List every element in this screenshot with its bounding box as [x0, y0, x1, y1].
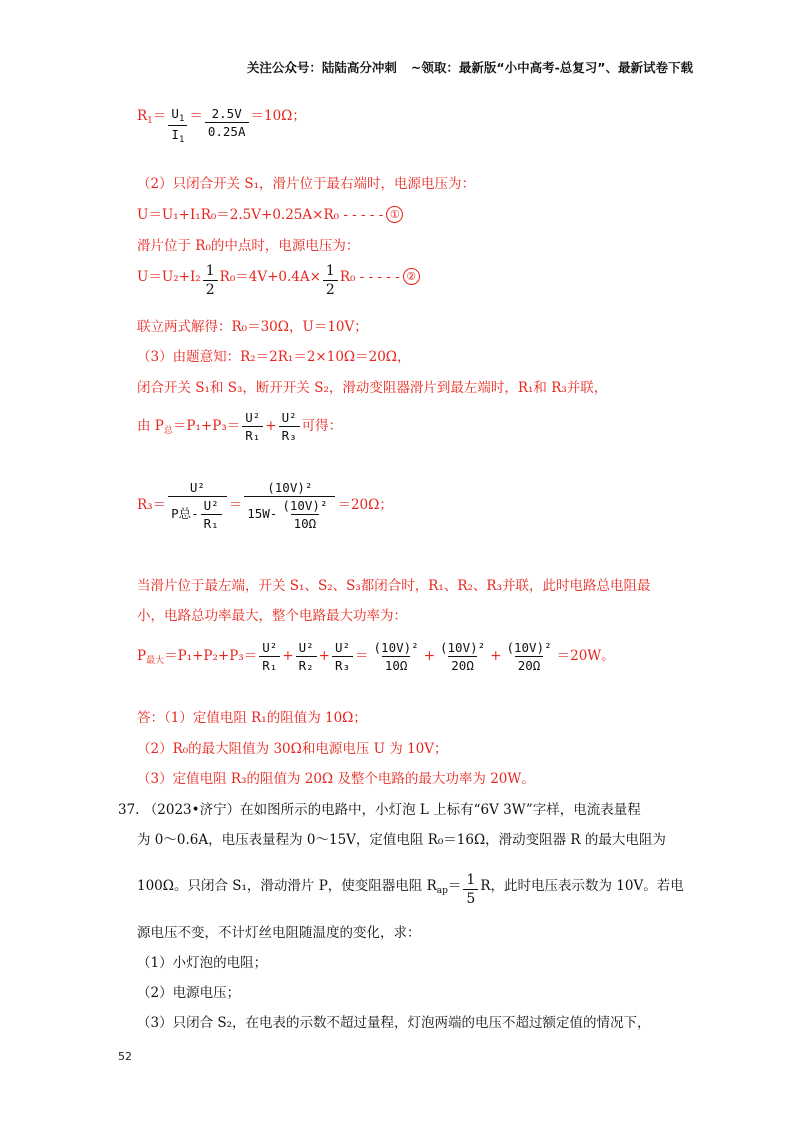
part3-condition: 闭合开关 S₁和 S₃，断开开关 S₂，滑动变阻器滑片到最左端时，R₁和 R₃并联，	[137, 380, 608, 396]
fraction: $\frac{\text{(10V)²}}{20\Omega}$	[506, 640, 552, 673]
fraction: $\frac{U_1}{I_1}$	[168, 106, 187, 145]
circled-number: ①	[386, 206, 403, 223]
max-power-equation: $P_{最大}=P_1+P_2+P_3=$ $\frac{\text{U²}}{\text{R₁}}$ + $\frac{\text{U²}}{\text{R₂}}$ + $\frac{\text{U²}}{\text{R₃}}$ ＝ $\frac{\text{(10V)²}}{10\Omega}$ + $\frac{\text{(10V)²}}{20\Omega}$ + $\frac{\text{(10V)²}}{20\Omega}$ ＝20W。	[137, 640, 615, 673]
question-37-line-1: 37. （2023•济宁）在如图所示的电路中，小灯泡 L 上标有“6V 3W”字样，电流表量程	[118, 802, 641, 818]
fraction: $\frac{\text{(10V)²}}{10\Omega}$	[282, 498, 328, 531]
max-power-text-1: 当滑片位于最左端，开关 S₁、S₂、S₃都闭合时，R₁、R₂、R₃并联，此时电路总电阻最	[137, 578, 651, 594]
fraction: $\frac{2.5V}{0.25A}$	[205, 106, 249, 139]
header-right: ~领取：最新版“小中高考-总复习”、最新试卷下载	[410, 60, 693, 75]
fraction: $\frac{\text{U²}}{\text{R₁}}$	[242, 410, 263, 443]
r1-equation: $R_1=$ $\frac{U_1}{I_1}$ ＝ $\frac{2.5V}{0.25A}$ ＝10Ω；	[137, 106, 306, 145]
fraction: $\frac{\text{U²}}{\text{R₂}}$	[296, 640, 317, 673]
header-left: 关注公众号：陆陆高分冲刺	[246, 60, 397, 75]
r3-equation: R₃＝ U² P总- $\frac{\text{U²}}{\text{R₁}}$ ＝ (10V)² 15W- $\frac{\text{(10V)²}}{10\Omega}$ ＝20Ω；	[137, 480, 393, 531]
page-header	[247, 58, 693, 76]
fraction: $\frac{\text{U²}}{\text{R₁}}$	[259, 640, 280, 673]
solve-result: 联立两式解得：R₀＝30Ω，U＝10V；	[137, 319, 368, 335]
fraction: $\frac{\text{(10V)²}}{10\Omega}$	[373, 640, 419, 673]
fraction: $\frac{\text{U²}}{\text{R₃}}$	[279, 410, 300, 443]
fraction: (10V)² 15W- $\frac{\text{(10V)²}}{10\Omega}$	[244, 480, 335, 531]
fraction: U² P总- $\frac{\text{U²}}{\text{R₁}}$	[168, 480, 227, 531]
total-power-equation: 由 $P_总=P_1+P_3=$ $\frac{\text{U²}}{\text{R₁}}$ + $\frac{\text{U²}}{\text{R₃}}$ 可得：	[137, 410, 343, 443]
answer-1: 答：（1）定值电阻 R₁的阻值为 10Ω；	[137, 710, 367, 726]
max-power-text-2: 小，电路总功率最大，整个电路最大功率为：	[137, 608, 407, 624]
question-37-line-2: 为 0～0.6A，电压表量程为 0～15V，定值电阻 R₀＝16Ω，滑动变阻器 R 的最大电阻为	[137, 832, 666, 848]
question-37-line-3: 100Ω。只闭合 S₁，滑动滑片 P，使变阻器电阻 $R_{ap}=$ $\frac{1}{5}$ R，此时电压表示数为 10V。若电	[137, 872, 684, 907]
fraction: $\frac{\text{U²}}{\text{R₁}}$	[201, 498, 222, 531]
circled-number: ②	[403, 268, 420, 285]
part2-intro: （2）只闭合开关 S₁，滑片位于最右端时，电源电压为：	[137, 176, 476, 192]
part3-intro: （3）由题意知：R₂＝2R₁＝2×10Ω＝20Ω，	[137, 349, 411, 365]
fraction: $\frac{1}{2}$	[323, 263, 338, 298]
answer-2: （2）R₀的最大阻值为 30Ω和电源电压 U 为 10V；	[137, 741, 448, 757]
answer-3: （3）定值电阻 R₃的阻值为 20Ω 及整个电路的最大功率为 20W。	[137, 771, 535, 787]
midpoint-intro: 滑片位于 R₀的中点时，电源电压为：	[137, 238, 360, 254]
fraction: $\frac{\text{(10V)²}}{20\Omega}$	[440, 640, 486, 673]
sub-question-1: （1）小灯泡的电阻；	[137, 955, 268, 971]
page-number: 52	[118, 1050, 132, 1063]
question-37-line-4: 源电压不变，不计灯丝电阻随温度的变化，求：	[137, 925, 421, 941]
fraction: $\frac{\text{U²}}{\text{R₃}}$	[332, 640, 353, 673]
sub-question-2: （2）电源电压；	[137, 985, 241, 1001]
equation-1: U＝U₁+I₁R₀＝2.5V+0.25A×R₀ - - - - - ①	[137, 203, 403, 223]
fraction: $\frac{1}{2}$	[203, 263, 218, 298]
equation-2: U＝U₂+I₂ $\frac{1}{2}$ R₀＝4V+0.4A× $\frac{1}{2}$ R₀ - - - - - ②	[137, 263, 420, 298]
sub-question-3: （3）只闭合 S₂，在电表的示数不超过量程，灯泡两端的电压不超过额定值的情况下，	[137, 1015, 651, 1031]
fraction: $\frac{1}{5}$	[463, 872, 478, 907]
